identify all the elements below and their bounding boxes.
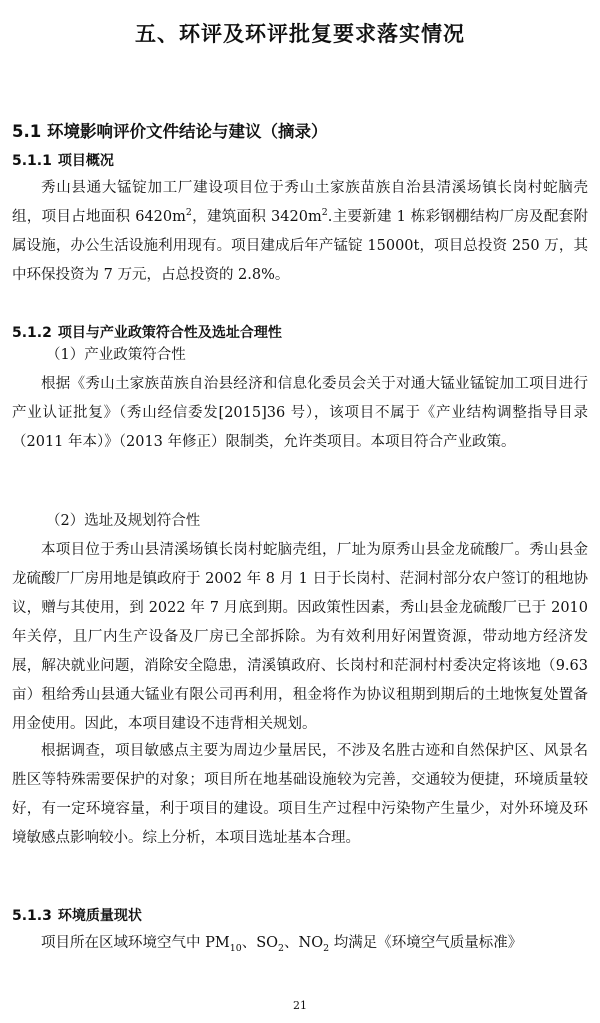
chapter-title: 五、环评及环评批复要求落实情况	[135, 22, 465, 46]
quality-sub-3: 2	[323, 942, 330, 954]
overview-sup-1: 2	[185, 207, 192, 219]
overview-sup-2: 2	[321, 207, 328, 219]
quality-sub-2: 2	[278, 942, 285, 954]
environment-quality-paragraph	[12, 929, 588, 958]
section-5-1-title: 环境影响评价文件结论与建议（摘录）	[46, 122, 328, 141]
section-5-1-heading	[12, 118, 327, 142]
section-5-1-number: 5.1	[12, 122, 42, 141]
site-survey-paragraph	[12, 737, 588, 853]
section-5-1-2-title: 项目与产业政策符合性及选址合理性	[57, 325, 282, 341]
policy-compliance-text: 根据《秀山土家族苗族自治县经济和信息化委员会关于对通大锰业锰锭加工项目进行产业认证批复》（秀山经信委发[2015]36 号），该项目不属于《产业结构调整指导目录（2011 年本）》（2013 年修正）限制类，允许类项目。本项目符合产业政策。	[12, 376, 588, 450]
section-5-1-2-number: 5.1.2	[12, 325, 52, 341]
quality-text-2: 、SO	[241, 935, 279, 951]
site-planning-subheading: （2）选址及规划符合性	[46, 513, 201, 529]
section-5-1-2-heading	[12, 322, 282, 342]
section-5-1-3-title: 环境质量现状	[57, 908, 142, 924]
site-planning-paragraph	[12, 536, 588, 739]
project-overview-paragraph	[12, 174, 588, 290]
quality-text-3: 、NO	[284, 935, 324, 951]
overview-text-3: .主要新建 1 栋彩钢棚结构厂房及配套附属设施，办公生活设施利用现有。项目建成后年产锰锭 15000t，项目总投资 250 万，其中环保投资为 7 万元，占总投资的 2.8%。	[12, 209, 588, 283]
site-survey-text: 根据调查，项目敏感点主要为周边少量居民，不涉及名胜古迹和自然保护区、风景名胜区等特殊需要保护的对象；项目所在地基础设施较为完善，交通较为便捷，环境质量较好，有一定环境容量，利于项目的建设。项目生产过程中污染物产生量少，对外环境及环境敏感点影响较小。综上分析，本项目选址基本合理。	[12, 743, 588, 846]
section-5-1-3-heading	[12, 905, 142, 925]
quality-sub-1: 10	[229, 942, 242, 954]
quality-text-4: 均满足《环境空气质量标准》	[329, 935, 523, 951]
site-planning-text: 本项目位于秀山县清溪场镇长岗村蛇脑壳组，厂址为原秀山县金龙硫酸厂。秀山县金龙硫酸厂厂房用地是镇政府于 2002 年 8 月 1 日于长岗村、茫洞村部分农户签订的租地协议，赠与其使用，到 2022 年 7 月底到期。因政策性因素，秀山县金龙硫酸厂已于 2010 年关停，且厂内生产设备及厂房已全部拆除。为有效利用好闲置资源，带动地方经济发展，解决就业问题，消除安全隐患，清溪镇政府、长岗村和茫洞村村委决定将该地（9.63 亩）租给秀山县通大锰业有限公司再利用，租金将作为协议租期到期后的土地恢复处置备用金使用。因此，本项目建设不违背相关规划。	[12, 542, 589, 732]
section-5-1-1-number: 5.1.1	[12, 153, 52, 169]
page-number: 21	[293, 999, 307, 1012]
section-5-1-1-heading	[12, 150, 114, 170]
section-5-1-3-number: 5.1.3	[12, 908, 52, 924]
overview-text-1: 秀山县通大锰锭加工厂建设项目位于秀山土家族苗族自治县清溪场镇长岗村蛇脑壳组，项目占地面积 6420m	[12, 180, 588, 225]
overview-text-2: ，建筑面积 3420m	[191, 209, 322, 225]
policy-compliance-paragraph	[12, 370, 588, 457]
policy-compliance-subheading: （1）产业政策符合性	[46, 347, 186, 363]
quality-text-1: 项目所在区域环境空气中 PM	[41, 935, 230, 951]
section-5-1-1-title: 项目概况	[57, 153, 114, 169]
